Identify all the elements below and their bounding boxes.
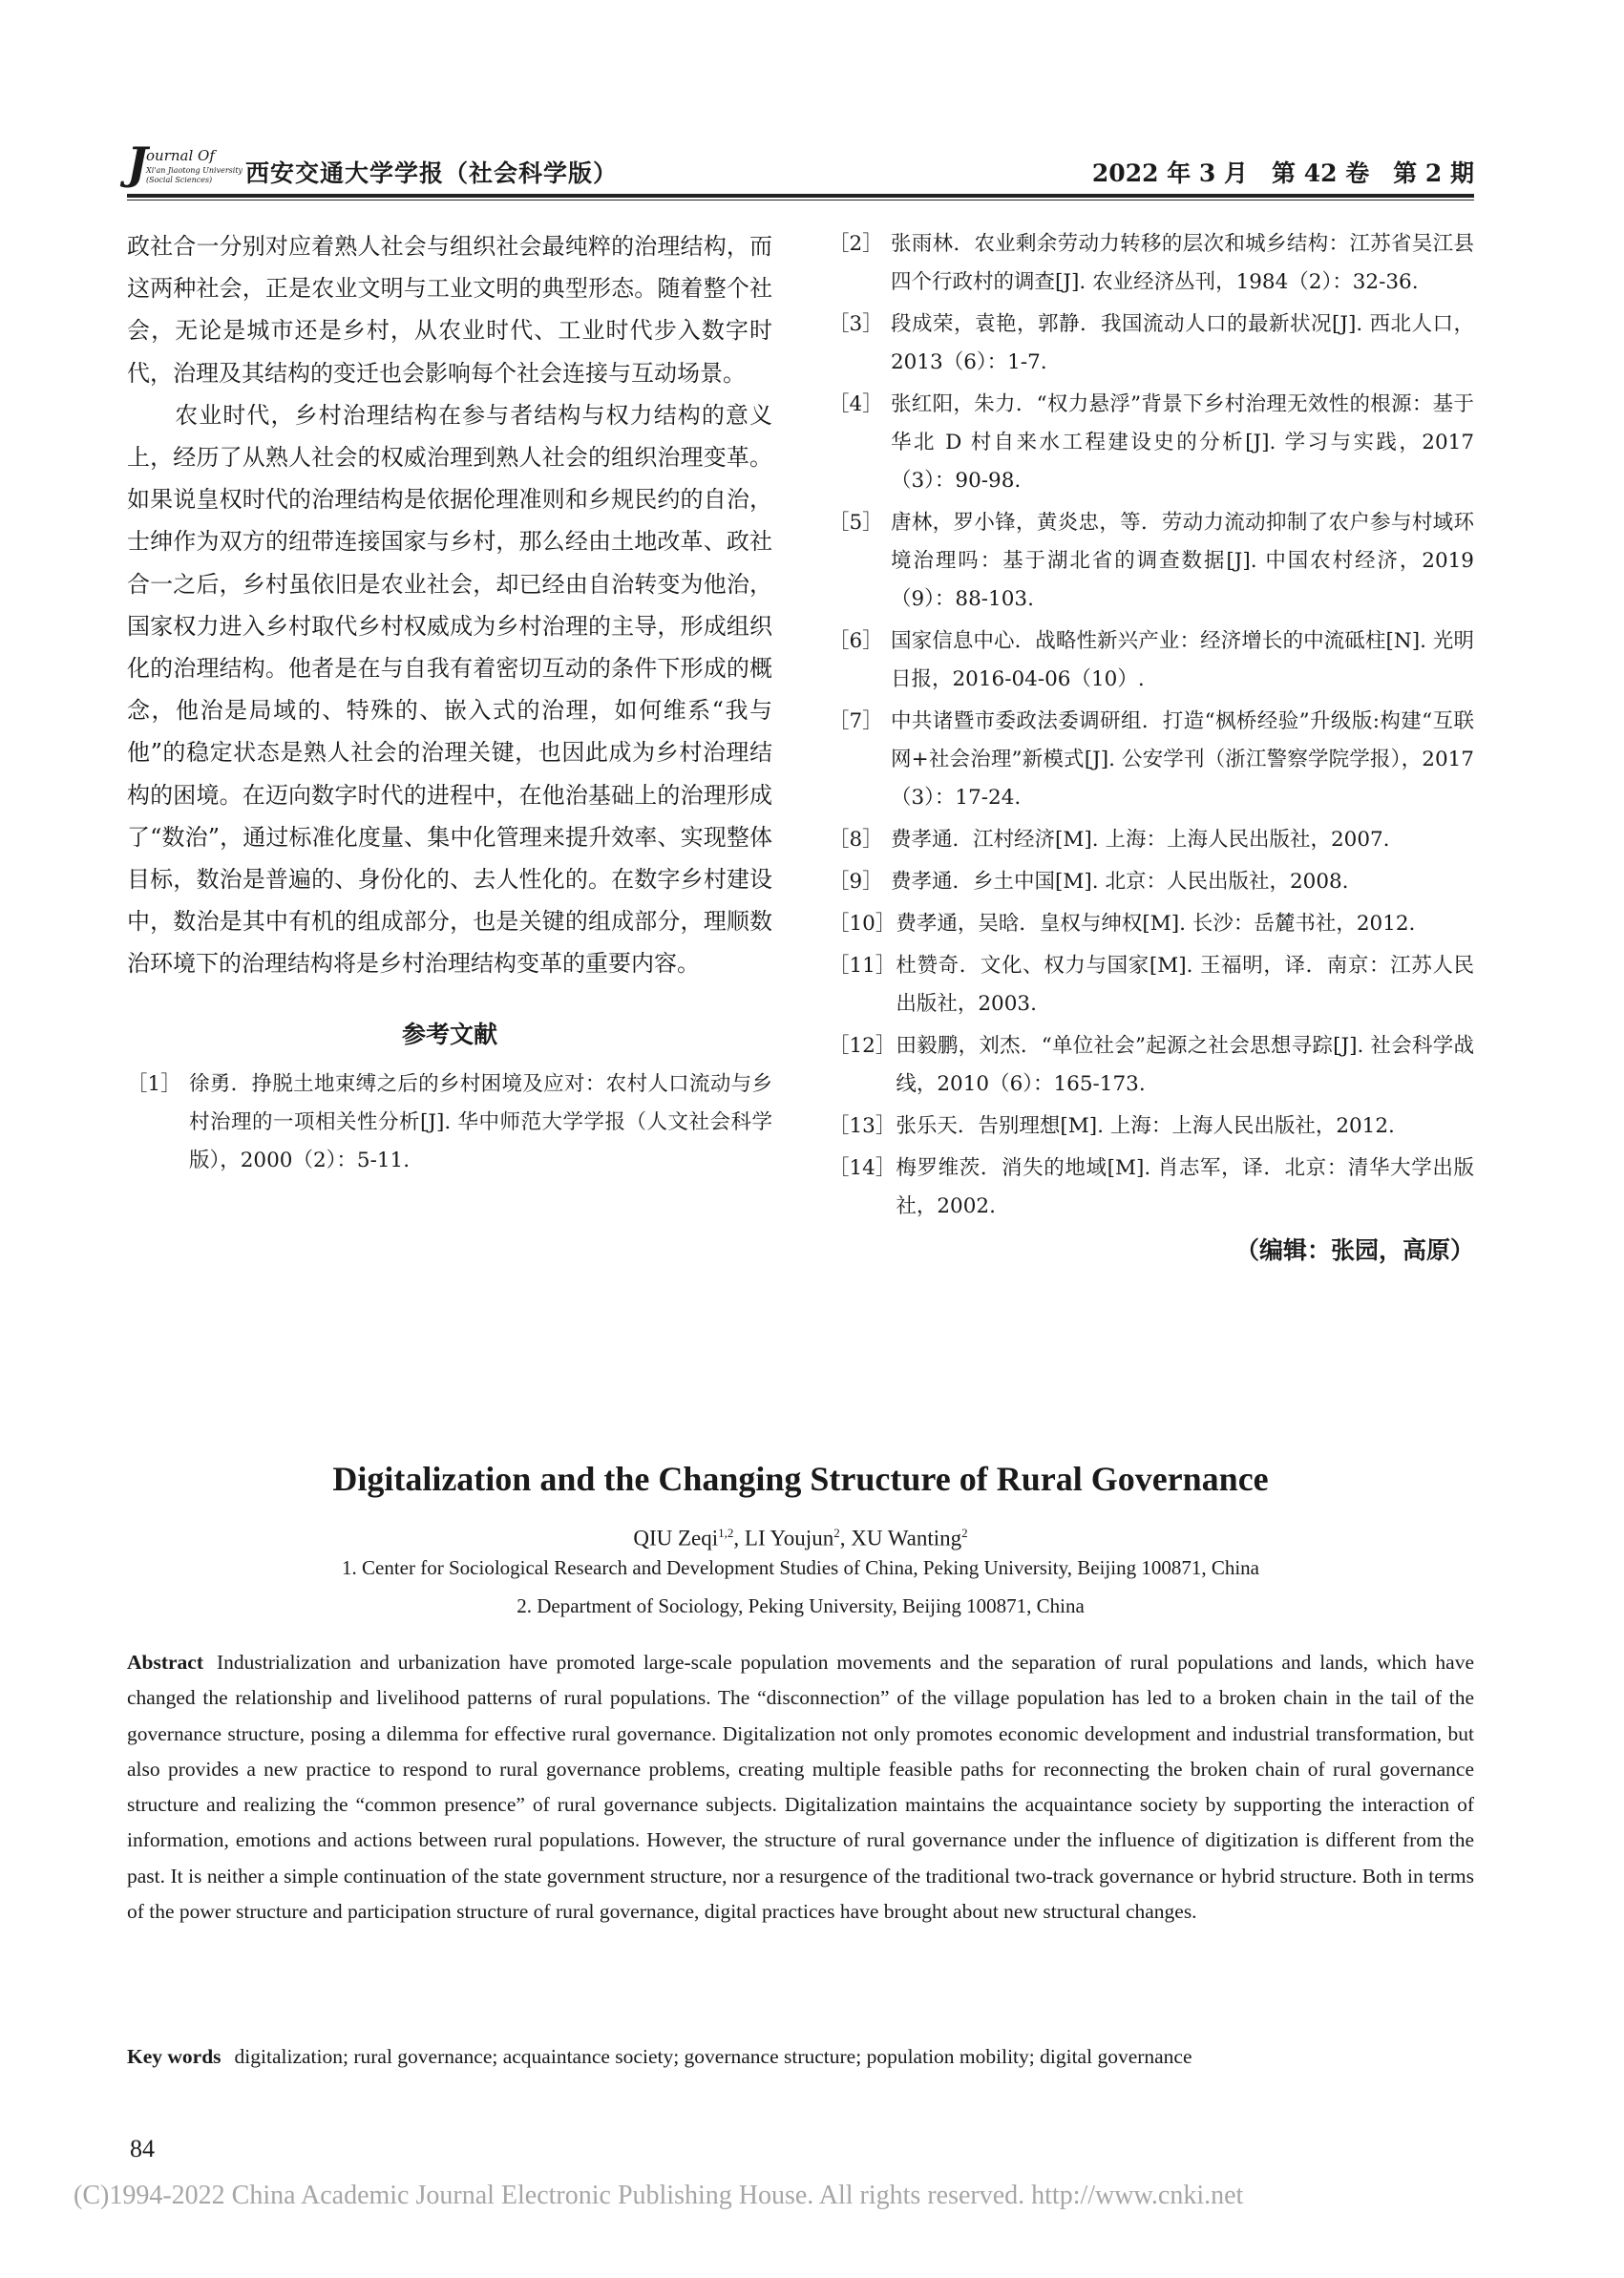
author-affiliation-mark: 1,2 <box>718 1526 734 1540</box>
reference-text: 田毅鹏，刘杰．“单位社会”起源之社会思想寻踪[J]. 社会科学战线，2010（6）：165-173. <box>896 1034 1474 1096</box>
reference-text: 杜赞奇．文化、权力与国家[M]. 王福明，译．南京：江苏人民出版社，2003. <box>896 954 1474 1016</box>
author-affiliation-mark: 2 <box>961 1526 968 1540</box>
author-name: QIU Zeqi <box>633 1526 719 1550</box>
journal-name: 西安交通大学学报（社会科学版） <box>245 159 619 187</box>
reference-text: 费孝通．江村经济[M]. 上海：上海人民出版社，2007. <box>891 828 1390 852</box>
reference-text: 段成荣，袁艳，郭静．我国流动人口的最新状况[J]. 西北人口，2013（6）：1-7. <box>891 312 1474 374</box>
abstract-text: Industrialization and urbanization have promoted large-scale population movements and the separation of rural populations and lands, which have changed the relationship and livelihood patterns of rural populations. The “disconnection” of the village population has led to a broken chain in the tail of the governance structure, posing a dilemma for effective rural governance. Digitalization not only promotes economic development and industrial transformation, but also provides a new practice to respond to rural governance problems, creating multiple feasible paths for reconnecting the broken chain of rural governance structure and realizing the “common presence” of rural governance subjects. Digitalization maintains the acquaintance society by supporting the interaction of information, emotions and actions between rural populations. However, the structure of rural governance under the influence of digitization is different from the past. It is neither a simple continuation of the state government structure, nor a resurgence of the traditional two-track governance or hybrid structure. Both in terms of the power structure and participation structure of rural governance, digital practices have brought about new structural changes. <box>127 1651 1474 1924</box>
reference-item <box>829 1107 1474 1146</box>
reference-text: 国家信息中心．战略性新兴产业：经济增长的中流砥柱[N]. 光明日报，2016-04-06（10）. <box>891 629 1474 691</box>
issue-info: 2022 年 3 月 第 42 卷 第 2 期 <box>1091 159 1474 187</box>
reference-number: ［4］ <box>829 392 883 416</box>
logo-line1: ournal Of <box>146 147 215 164</box>
reference-number: ［13］ <box>829 1114 896 1138</box>
reference-item <box>829 622 1474 699</box>
author-name: LI Youjun <box>744 1526 834 1550</box>
running-header <box>127 137 1474 191</box>
reference-number: ［1］ <box>127 1071 181 1096</box>
reference-number: ［6］ <box>829 629 883 653</box>
reference-item <box>829 905 1474 943</box>
reference-text: 唐林，罗小锋，黄炎忠，等．劳动力流动抑制了农户参与村域环境治理吗：基于湖北省的调查数据[J]. 中国农村经济，2019（9）：88-103. <box>891 511 1474 611</box>
english-title: Digitalization and the Changing Structure of Rural Governance <box>332 1460 1269 1498</box>
left-column <box>127 225 772 1184</box>
reference-list-left <box>127 1065 772 1180</box>
abstract-label: Abstract <box>127 1651 204 1674</box>
reference-number: ［5］ <box>829 511 883 535</box>
reference-item <box>829 225 1474 302</box>
affiliation-2: 2. Department of Sociology, Peking University, Beijing 100871, China <box>517 1594 1085 1617</box>
reference-text: 费孝通，吴晗．皇权与绅权[M]. 长沙：岳麓书社，2012. <box>896 912 1416 936</box>
reference-number: ［2］ <box>829 232 883 256</box>
page-number: 84 <box>130 2135 155 2162</box>
reference-item <box>829 947 1474 1023</box>
copyright-footer: (C)1994-2022 China Academic Journal Electronic Publishing House. All rights reserved. http://www.cnki.net <box>74 2181 1244 2210</box>
reference-text: 张雨林．农业剩余劳动力转移的层次和城乡结构：江苏省吴江县四个行政村的调查[J]. 农业经济丛刊，1984（2）：32-36. <box>891 232 1474 294</box>
keywords-label: Key words <box>127 2045 221 2068</box>
reference-text: 徐勇．挣脱土地束缚之后的乡村困境及应对：农村人口流动与乡村治理的一项相关性分析[J]. 华中师范大学学报（人文社会科学版），2000（2）：5-11. <box>189 1071 772 1172</box>
header-rule-thick <box>127 194 1474 198</box>
affiliation-1: 1. Center for Sociological Research and Development Studies of China, Peking University, Beijing 100871, China <box>342 1556 1259 1579</box>
reference-item <box>829 306 1474 382</box>
english-keywords <box>127 2039 1474 2075</box>
logo-letter: J <box>127 137 148 189</box>
reference-number: ［10］ <box>829 912 896 936</box>
reference-item <box>829 703 1474 817</box>
reference-item <box>829 821 1474 859</box>
author-separator: , <box>839 1526 852 1550</box>
reference-text: 张乐天．告别理想[M]. 上海：上海人民出版社，2012. <box>896 1114 1395 1138</box>
english-abstract <box>127 1645 1474 1930</box>
body-paragraph: 政社合一分别对应着熟人社会与组织社会最纯粹的治理结构，而这两种社会，正是农业文明与工业文明的典型形态。随着整个社会，无论是城市还是乡村，从农业时代、工业时代步入数字时代，治理及其结构的变迁也会影响每个社会连接与互动场景。 <box>127 233 772 387</box>
body-paragraph: 农业时代，乡村治理结构在参与者结构与权力结构的意义上，经历了从熟人社会的权威治理到熟人社会的组织治理变革。如果说皇权时代的治理结构是依据伦理准则和乡规民约的自治，士绅作为双方的纽带连接国家与乡村，那么经由土地改革、政社合一之后，乡村虽依旧是农业社会，却已经由自治转变为他治，国家权力进入乡村取代乡村权威成为乡村治理的主导，形成组织化的治理结构。他者是在与自我有着密切互动的条件下形成的概念，他治是局域的、特殊的、嵌入式的治理，如何维系“我与他”的稳定状态是熟人社会的治理关键，也因此成为乡村治理结构的困境。在迈向数字时代的进程中，在他治基础上的治理形成了“数治”，通过标准化度量、集中化管理来提升效率、实现整体目标，数治是普遍的、身份化的、去人性化的。在数字乡村建设中，数治是其中有机的组成部分，也是关键的组成部分，理顺数治环境下的治理结构将是乡村治理结构变革的重要内容。 <box>127 401 772 978</box>
right-column <box>829 225 1474 1272</box>
references-title: 参考文献 <box>401 1020 497 1048</box>
author-separator: , <box>733 1526 745 1550</box>
reference-item <box>127 1065 772 1180</box>
reference-item <box>829 1027 1474 1104</box>
reference-number: ［12］ <box>829 1034 896 1058</box>
author-name: XU Wanting <box>851 1526 962 1550</box>
reference-text: 中共诸暨市委政法委调研组．打造“枫桥经验”升级版:构建“互联网+社会治理”新模式[J]. 公安学刊（浙江警察学院学报），2017（3）：17-24. <box>891 709 1474 810</box>
reference-number: ［8］ <box>829 828 883 852</box>
logo-line3: (Social Sciences) <box>146 176 213 184</box>
logo-line2: Xi'an Jiaotong University <box>146 166 243 175</box>
reference-text: 梅罗维茨．消失的地域[M]. 肖志军，译．北京：清华大学出版社，2002. <box>896 1156 1474 1218</box>
reference-text: 费孝通．乡土中国[M]. 北京：人民出版社，2008. <box>891 870 1349 894</box>
keywords-text: digitalization; rural governance; acquaintance society; governance structure; population mobility; digital governance <box>234 2045 1192 2068</box>
journal-logo <box>127 137 243 189</box>
reference-number: ［3］ <box>829 312 883 336</box>
editor-note: （编辑：张园，高原） <box>1234 1236 1474 1264</box>
reference-item <box>829 504 1474 619</box>
reference-number: ［11］ <box>829 954 896 978</box>
reference-item <box>829 1150 1474 1226</box>
reference-number: ［7］ <box>829 709 883 733</box>
reference-number: ［9］ <box>829 870 883 894</box>
reference-item <box>829 386 1474 500</box>
reference-text: 张红阳，朱力．“权力悬浮”背景下乡村治理无效性的根源：基于华北 D 村自来水工程建设史的分析[J]. 学习与实践，2017（3）：90-98. <box>891 392 1474 493</box>
author-affiliation-mark: 2 <box>833 1526 840 1540</box>
reference-item <box>829 863 1474 901</box>
reference-list-right <box>829 225 1474 1226</box>
reference-number: ［14］ <box>829 1156 896 1180</box>
